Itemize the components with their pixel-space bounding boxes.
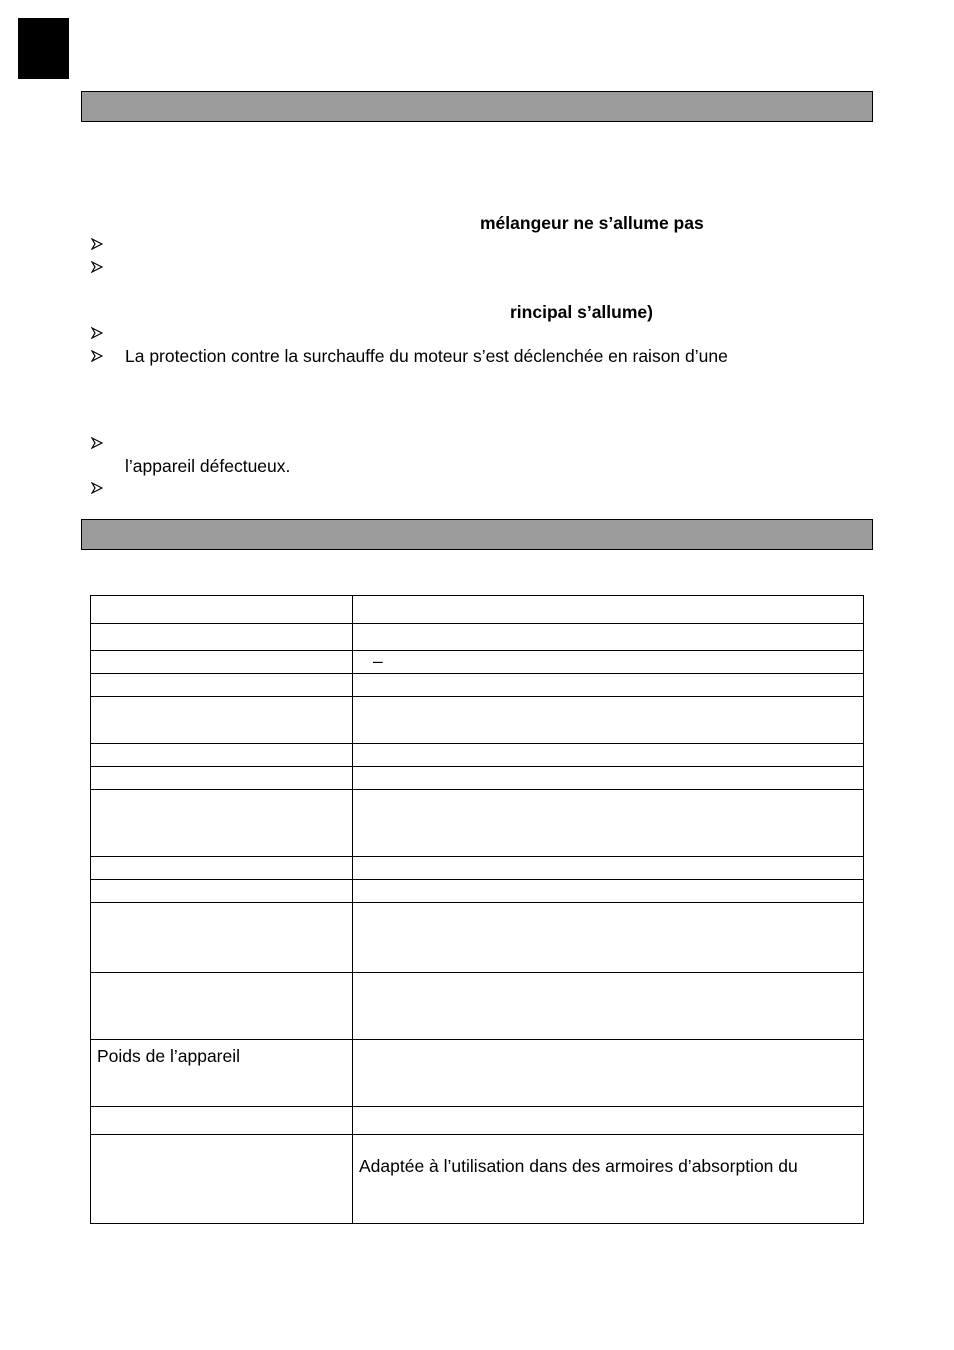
table-row — [91, 903, 864, 973]
arrowhead-bullet-icon — [91, 238, 103, 250]
table-cell-value — [353, 903, 864, 973]
table-row — [91, 1040, 864, 1107]
table-cell-value — [353, 767, 864, 790]
table-cell-label — [91, 903, 353, 973]
table-cell-label — [91, 596, 353, 624]
table-cell-value — [353, 674, 864, 697]
table-cell-label — [91, 651, 353, 674]
weight-label: Poids de l’appareil — [97, 1046, 241, 1066]
arrowhead-bullet-icon — [91, 327, 103, 339]
table-cell-value — [353, 651, 864, 674]
table-cell-value — [353, 1107, 864, 1135]
table-row — [91, 596, 864, 624]
table-row — [91, 697, 864, 744]
table-row — [91, 744, 864, 767]
table-row — [91, 624, 864, 651]
table-cell-label — [91, 1107, 353, 1135]
arrowhead-bullet-icon — [91, 261, 103, 273]
specifications-table — [90, 595, 864, 1224]
arrowhead-bullet-icon — [91, 437, 103, 449]
table-cell-value — [353, 624, 864, 651]
table-cell-label — [91, 973, 353, 1040]
table-cell-value — [353, 790, 864, 857]
bullet-text-continuation: l’appareil défectueux. — [125, 456, 291, 476]
table-cell-value — [353, 1040, 864, 1107]
troubleshoot-heading-1: mélangeur ne s’allume pas — [480, 213, 704, 233]
arrowhead-bullet-icon — [91, 482, 103, 494]
table-cell-value — [353, 1135, 864, 1224]
suitability-text: Adaptée à l’utilisation dans des armoires d’absorption du — [359, 1156, 798, 1176]
table-cell-label — [91, 744, 353, 767]
table-cell-label — [91, 624, 353, 651]
table-cell-label — [91, 790, 353, 857]
page-corner-marker — [18, 18, 69, 79]
arrowhead-bullet-icon — [91, 350, 103, 362]
section-header-bar-1 — [81, 91, 873, 122]
table-cell-label — [91, 1040, 353, 1107]
bullet-text-overheat: La protection contre la surchauffe du moteur s’est déclenchée en raison d’une — [125, 346, 728, 366]
dash-value: – — [373, 651, 383, 671]
table-row — [91, 880, 864, 903]
table-row — [91, 1107, 864, 1135]
table-row — [91, 1135, 864, 1224]
table-cell-label — [91, 857, 353, 880]
section-header-bar-2 — [81, 519, 873, 550]
table-row — [91, 651, 864, 674]
troubleshoot-heading-2: rincipal s’allume) — [510, 302, 653, 322]
table-cell-label — [91, 767, 353, 790]
table-cell-value — [353, 880, 864, 903]
table-cell-label — [91, 1135, 353, 1224]
table-cell-value — [353, 973, 864, 1040]
table-cell-label — [91, 697, 353, 744]
table-row — [91, 790, 864, 857]
table-cell-value — [353, 596, 864, 624]
table-row — [91, 674, 864, 697]
table-row — [91, 973, 864, 1040]
table-cell-label — [91, 674, 353, 697]
table-row — [91, 767, 864, 790]
table-cell-value — [353, 744, 864, 767]
table-row — [91, 857, 864, 880]
table-cell-label — [91, 880, 353, 903]
table-cell-value — [353, 697, 864, 744]
table-cell-value — [353, 857, 864, 880]
